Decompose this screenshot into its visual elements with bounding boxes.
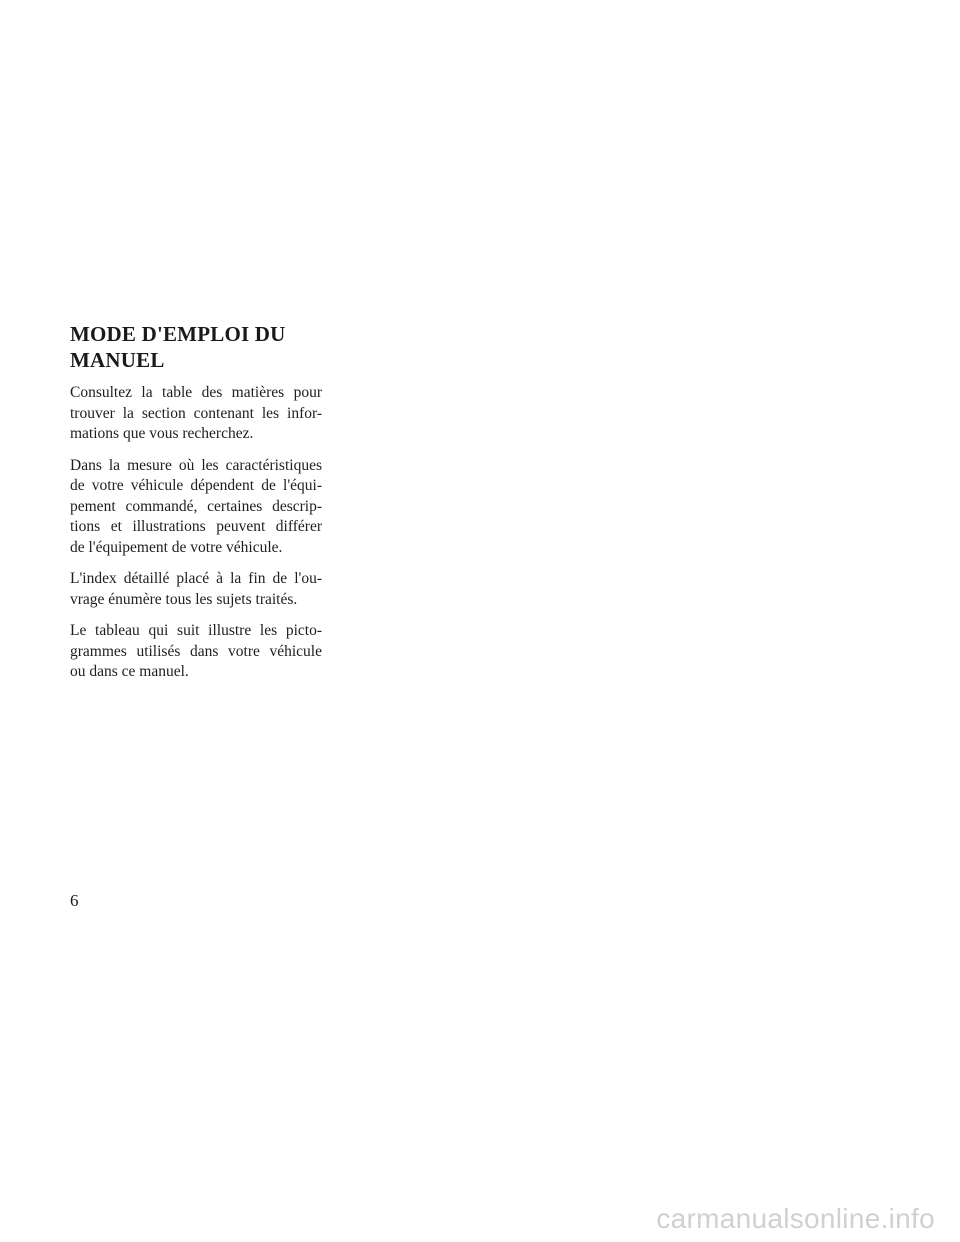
text-line: mations que vous recherchez. <box>70 425 254 442</box>
text-line: grammes utilisés dans votre véhicule <box>70 642 322 660</box>
section-title <box>70 321 322 373</box>
paragraph-pictograms <box>70 621 322 683</box>
text-line: tions et illustrations peuvent différer <box>70 518 322 535</box>
paragraph-equipment-variation <box>70 456 322 559</box>
text-line: de votre véhicule dépendent de l'équi- <box>70 477 322 494</box>
text-line: L'index détaillé placé à la fin de l'ou- <box>70 570 322 587</box>
page-number: 6 <box>70 891 79 910</box>
section-title-line: MANUEL <box>70 348 165 372</box>
text-line: Le tableau qui suit illustre les picto- <box>70 622 322 639</box>
text-line: trouver la section contenant les infor- <box>70 404 322 422</box>
paragraph-index <box>70 569 322 610</box>
section-title-line: MODE D'EMPLOI DU <box>70 322 286 346</box>
text-line: de l'équipement de votre véhicule. <box>70 538 283 556</box>
text-line: vrage énumère tous les sujets traités. <box>70 590 298 608</box>
text-line: ou dans ce manuel. <box>70 663 189 680</box>
text-line: Dans la mesure où les caractéristiques <box>70 456 322 474</box>
how-to-use-manual-section <box>70 321 322 694</box>
text-line: pement commandé, certaines descrip- <box>70 497 322 515</box>
text-line: Consultez la table des matières pour <box>70 384 322 401</box>
site-watermark: carmanualsonline.info <box>656 1203 935 1234</box>
paragraph-table-of-contents <box>70 383 322 445</box>
